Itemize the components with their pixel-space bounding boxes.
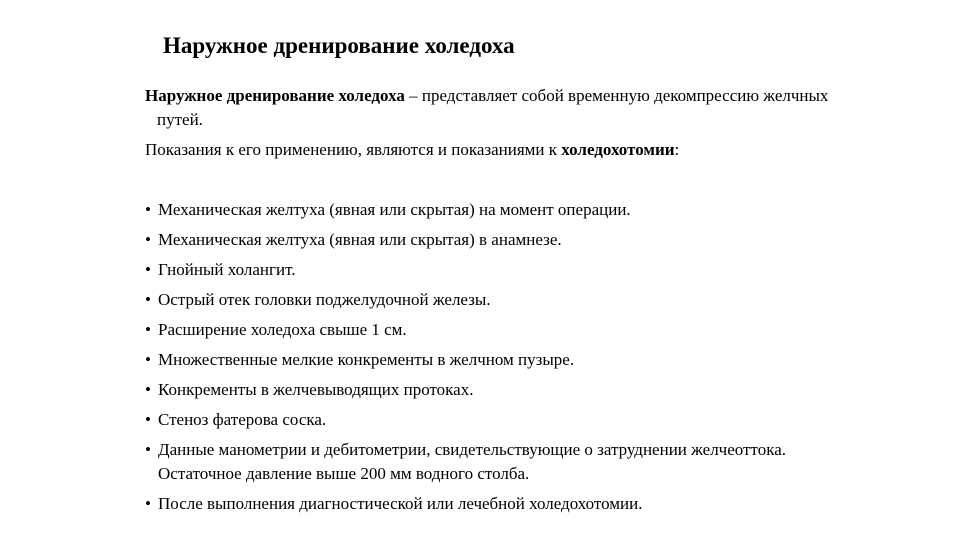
indications-lead: Показания к его применению, являются и показаниями к	[145, 140, 562, 159]
bullet-icon: •	[145, 230, 151, 249]
list-item-text: Конкременты в желчевыводящих протоках.	[158, 380, 474, 399]
bullet-icon: •	[145, 200, 151, 219]
list-item	[145, 198, 845, 222]
list-item-text: После выполнения диагностической или лечебной холедохотомии.	[158, 494, 643, 513]
list-item-text: Гнойный холангит.	[158, 260, 296, 279]
list-item-text: Механическая желтуха (явная или скрытая) на момент операции.	[158, 200, 631, 219]
list-item-text: Данные манометрии и дебитометрии, свидетельствующие о затруднении желчеоттока. Остаточное давление выше 200 мм водного столба.	[158, 440, 786, 483]
indications-tail: :	[674, 140, 680, 159]
bullet-icon: •	[145, 494, 151, 513]
slide-body	[145, 84, 845, 522]
definition-text: – представляет собой временную декомпрессию желчных путей.	[157, 86, 829, 129]
list-item	[145, 408, 845, 432]
list-item	[145, 318, 845, 342]
list-item	[145, 288, 845, 312]
spacer	[145, 168, 845, 198]
definition-paragraph	[145, 84, 845, 132]
list-item-text: Стеноз фатерова соска.	[158, 410, 327, 429]
page-title: Наружное дренирование холедоха	[163, 33, 515, 58]
bullet-icon: •	[145, 290, 151, 309]
list-item-text: Множественные мелкие конкременты в желчном пузыре.	[158, 350, 575, 369]
list-item-text: Механическая желтуха (явная или скрытая) в анамнезе.	[158, 230, 562, 249]
bullet-icon: •	[145, 440, 151, 459]
list-item	[145, 378, 845, 402]
list-item	[145, 228, 845, 252]
bullet-icon: •	[145, 260, 151, 279]
list-item	[145, 438, 845, 486]
list-item-text: Расширение холедоха свыше 1 см.	[158, 320, 407, 339]
list-item	[145, 258, 845, 282]
list-item	[145, 492, 845, 516]
bullet-icon: •	[145, 350, 151, 369]
indications-paragraph	[145, 138, 845, 162]
list-item-text: Острый отек головки поджелудочной железы.	[158, 290, 491, 309]
list-item	[145, 348, 845, 372]
indications-term: холедохотомии	[561, 140, 675, 159]
bullet-icon: •	[145, 380, 151, 399]
definition-term: Наружное дренирование холедоха	[145, 86, 405, 105]
indications-list	[145, 198, 845, 516]
bullet-icon: •	[145, 410, 151, 429]
bullet-icon: •	[145, 320, 151, 339]
